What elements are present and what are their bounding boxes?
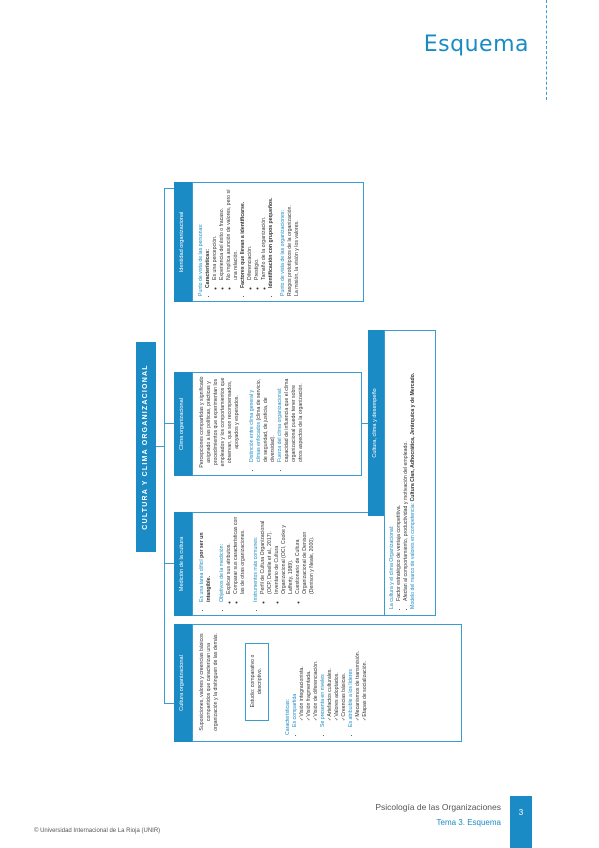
list-item: ◦ Tamaño de la organización. xyxy=(261,184,268,280)
desempeno-content xyxy=(389,333,417,609)
margin-dashed-line xyxy=(546,0,547,100)
page-number: 3 xyxy=(510,796,532,848)
tarea-text: por ser un intangible. xyxy=(199,532,213,602)
rasgos-text: Rasgos prototípicos de la organización. xyxy=(287,205,294,296)
list-item: ◦ Comparar sus características con las de otras organizaciones. xyxy=(233,514,247,594)
medicion-header: Medición de la cultura xyxy=(174,512,192,616)
main-title-banner: CULTURA Y CLIMA ORGANIZACIONAL xyxy=(136,342,156,552)
cultura-header: Cultura organizacional xyxy=(174,624,192,742)
desempeno-box xyxy=(384,330,436,616)
cultura-definition: Suposiciones, valores y creencias básicos compartidos que caracterizan una organización y la distinguen de las demás. xyxy=(199,633,220,731)
caracteristicas-label: Características: xyxy=(285,698,291,735)
lideres-label: Es atribuible a los líderes xyxy=(348,669,355,727)
factores-label: Factores que llevan a identificarse. xyxy=(240,201,247,288)
list-item: ✓ Creencias básicas. xyxy=(341,627,348,721)
list-item: ✓ Visión integracionista. xyxy=(299,627,306,721)
connector-line xyxy=(164,188,174,189)
clima-header: Clima organizacional xyxy=(174,372,192,476)
identidad-header: Identidad organizacional xyxy=(174,182,192,302)
concept-map xyxy=(126,182,466,742)
list-item: ✓ Valores adoptados. xyxy=(334,627,341,721)
fuerza-label: Fuerza del clima organizacional: xyxy=(277,387,284,462)
list-item: ◦ Diferenciación. xyxy=(247,184,254,280)
distincion-text: (clima de servicio, de seguridad, de justicia, de diversidad). xyxy=(256,378,277,462)
list-item: ◦ Inventario de Cultura Organizacional (OCI, Cooke y Lafferty, 1989). xyxy=(274,514,295,594)
estudio-box xyxy=(245,643,269,721)
footer-topic: Tema 3. Esquema xyxy=(436,818,501,827)
grupos-label: Identificación con grupos pequeños. xyxy=(268,197,275,288)
list-item: ✓ Etapas de socialización. xyxy=(362,627,369,721)
list-item: ◦ No implica asunción de valores, pero sí una relación. xyxy=(226,184,240,280)
clima-definition: Percepciones compartidas y significado asignado a las políticas, prácticas y procedimientos que experimentan los empleados y los comportamientos que observan, que son recompensados, apoyados y esperados. xyxy=(199,376,241,468)
list-item: ◦ Prestigio. xyxy=(254,184,261,280)
distincion-label: Distinción entre clima general y climas enfocados xyxy=(249,389,263,462)
medicion-content xyxy=(199,514,316,610)
page-title: Esquema xyxy=(423,32,529,57)
personas-label: Punto de vista de las personas: xyxy=(198,223,204,296)
list-item: ✓ Artefactos culturales. xyxy=(327,627,334,721)
list-item: ◦ Experiencia del éxito o fracaso. xyxy=(219,184,226,280)
identidad-content xyxy=(198,184,301,296)
list-item: ✓ Visión fragmentada. xyxy=(306,627,313,721)
list-item: ◦ Es una percepción. xyxy=(212,184,219,280)
copyright: © Universidad Internacional de La Rioja (UNIR) xyxy=(34,828,161,834)
niveles-label: Se presenta en niveles xyxy=(320,674,327,727)
modelo-text: Cultura Clan, Adhocrática, Jerárquica y de Mercado. xyxy=(410,372,417,503)
list-item: • Afectan al comportamiento, productividad y motivación del empleado. xyxy=(403,333,410,601)
list-item: ✓ Visión de diferenciación. xyxy=(313,627,320,721)
desempeno-header: Cultura, clima y desempeño xyxy=(368,330,384,516)
connector-line xyxy=(164,189,165,704)
connector-line xyxy=(164,703,174,704)
instrumentos-label: Instrumentos más comunes: xyxy=(253,536,260,602)
footer-course: Psicología de las Organizaciones xyxy=(375,802,501,812)
list-item: • Factor estratégico de ventaja competitiva. xyxy=(396,333,403,601)
list-item: ◦ Cuestionario de Cultura Organizacional de Denison (Denison y Neale, 2000). xyxy=(295,514,316,594)
fuerza-text: capacidad de influencia que el clima organizacional puede tener sobre otros aspectos de la organización. xyxy=(284,378,305,462)
medicion-box xyxy=(192,512,392,616)
cultura-box xyxy=(192,624,462,742)
organizaciones-label: Punto de vista de las organizaciones: xyxy=(280,210,287,296)
identidad-box xyxy=(192,182,364,302)
modelo-label: Modelo del marco de valores en competencia: xyxy=(410,502,417,609)
ventaja-label: La cultura y el clima Organizacional: xyxy=(389,525,395,609)
connector-line xyxy=(164,563,174,564)
list-item: ◦ Perfil de Cultura Organizacional (OCP, Deselle et al., 2017). xyxy=(260,514,274,594)
connector-line xyxy=(156,446,164,447)
objetivos-label: Objetivos de la medición: xyxy=(219,544,226,602)
compartida-label: Es compartida xyxy=(292,693,299,727)
clima-box xyxy=(192,372,362,476)
cultura-caracteristicas xyxy=(285,627,369,735)
tarea-label: Es una tarea difícil xyxy=(199,559,205,602)
estudio-text: Estudio: comparativo o descriptivo. xyxy=(250,654,264,708)
caracteristicas-label: Características: xyxy=(205,249,212,288)
connector-line xyxy=(164,423,174,424)
mision-text: La misión, la visión y los valores. xyxy=(294,220,301,296)
list-item: ✓ Mecanismos de transmisión. xyxy=(355,627,362,721)
list-item: ◦ Explicar sus atributos. xyxy=(226,514,233,594)
clima-content xyxy=(199,374,305,470)
